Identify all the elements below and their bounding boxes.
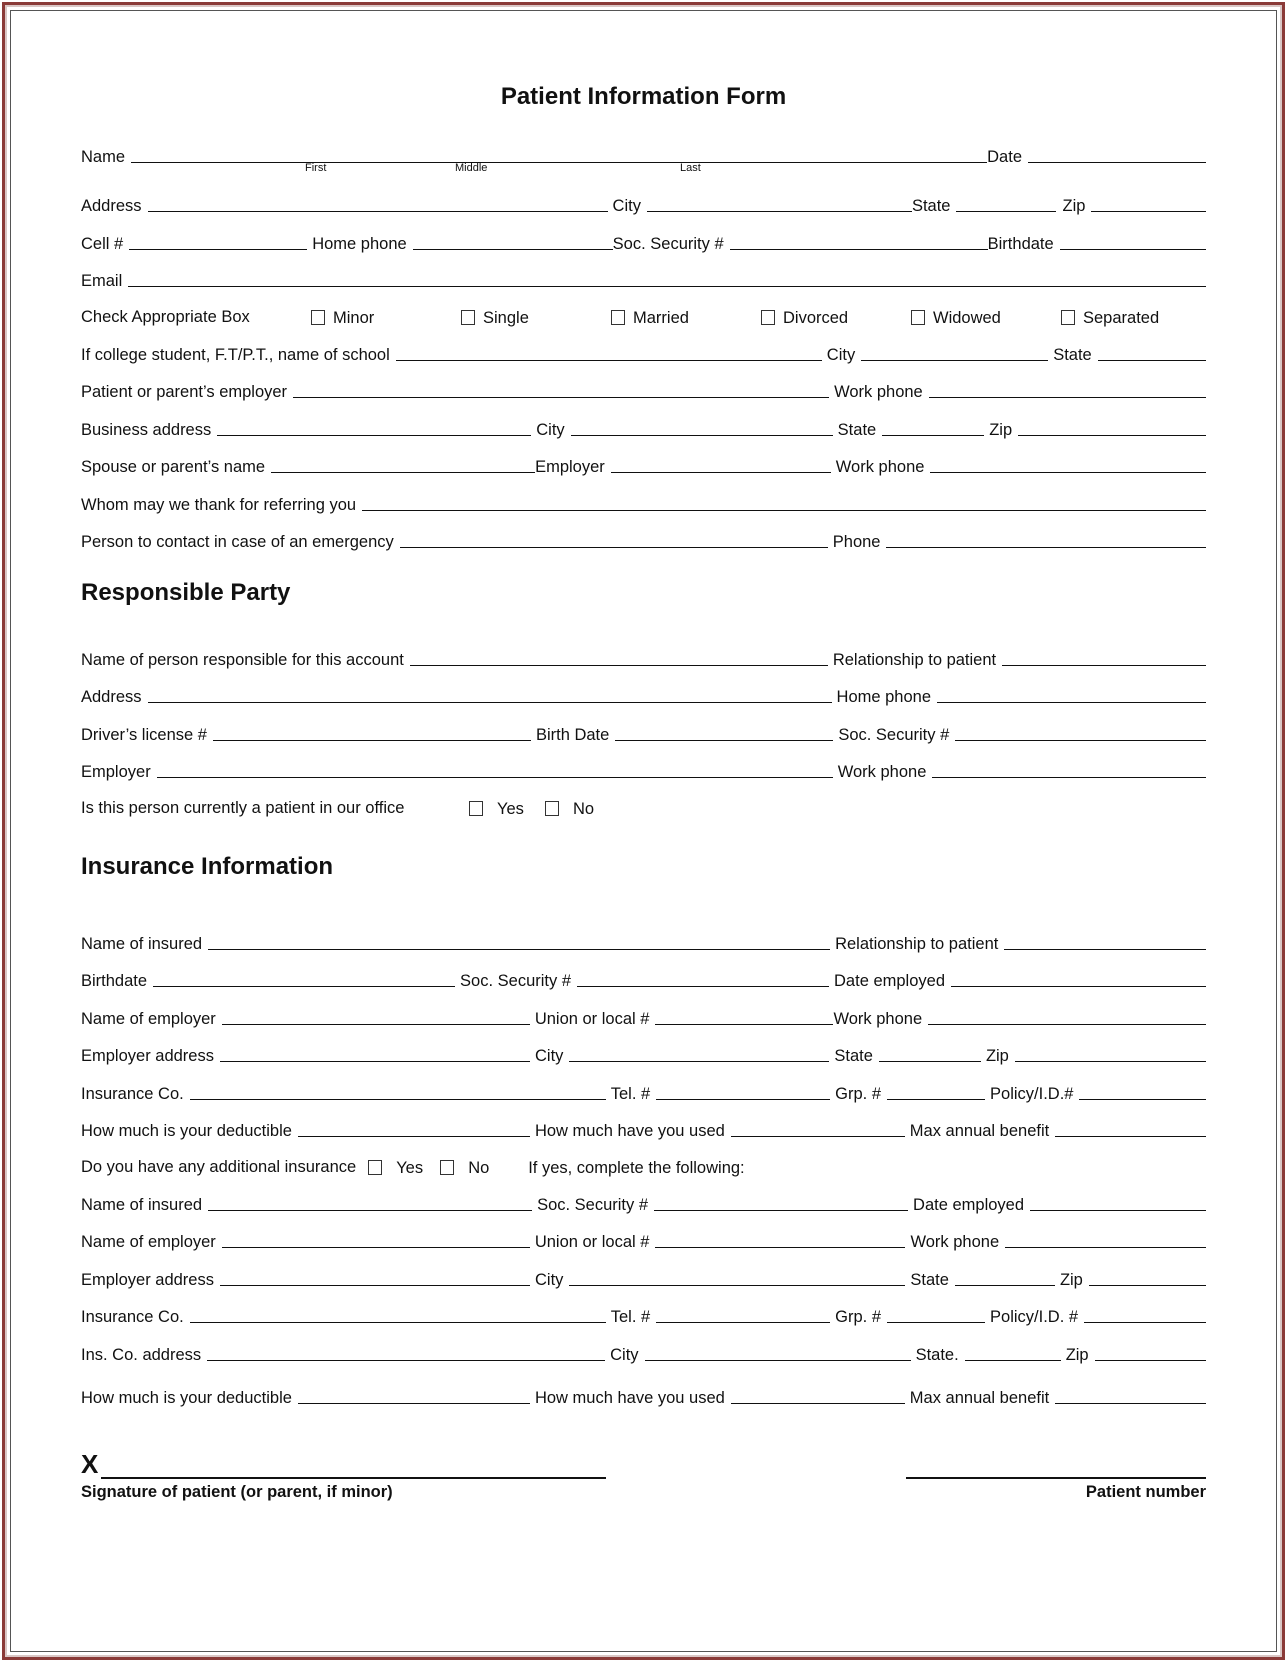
insured-relationship-field[interactable] xyxy=(1004,949,1206,950)
signature-area xyxy=(81,1449,1206,1519)
insured-work-phone-label: Work phone xyxy=(833,1009,923,1028)
checkbox-icon[interactable] xyxy=(611,310,625,325)
date-employed2-label: Date employed xyxy=(913,1195,1025,1214)
signature-label: Signature of patient (or parent, if minor) xyxy=(81,1483,393,1501)
insured-birthdate-row xyxy=(81,955,1206,993)
birth-date-field[interactable] xyxy=(615,740,833,741)
name-row xyxy=(81,130,1206,168)
birthdate-field[interactable] xyxy=(1060,249,1206,250)
address-row xyxy=(81,180,1206,218)
additional-label: Do you have any additional insurance xyxy=(81,1158,357,1176)
email-row xyxy=(81,255,1206,293)
college-label: If college student, F.T/P.T., name of school xyxy=(81,345,390,364)
checkbox-icon[interactable] xyxy=(1061,310,1075,325)
state2-field[interactable] xyxy=(955,1285,1055,1286)
work-phone2-field[interactable] xyxy=(1005,1247,1206,1248)
patient-number-line[interactable] xyxy=(906,1477,1206,1479)
college-row xyxy=(81,328,1206,366)
checkbox-icon[interactable] xyxy=(440,1160,454,1175)
insured-employer-row xyxy=(81,992,1206,1030)
biz-state-label: State xyxy=(837,420,877,439)
ins-address-row xyxy=(81,1328,1206,1366)
ins-co2-label: Insurance Co. xyxy=(81,1308,184,1326)
option-separated[interactable] xyxy=(1061,309,1159,328)
insured-birthdate-label: Birthdate xyxy=(81,972,148,990)
insured-employer-field[interactable] xyxy=(222,1024,530,1025)
employer-address2-row xyxy=(81,1253,1206,1291)
option-single[interactable] xyxy=(461,309,611,328)
responsible-address-row xyxy=(81,671,1206,709)
deductible-field[interactable] xyxy=(298,1136,530,1137)
insurance-co2-row xyxy=(81,1291,1206,1329)
zip3-field[interactable] xyxy=(1095,1360,1206,1361)
max-label: Max annual benefit xyxy=(909,1122,1050,1140)
work-phone2-label: Work phone xyxy=(910,1233,1000,1251)
option-divorced-label: Divorced xyxy=(783,309,849,327)
policy2-label: Policy/I.D. # xyxy=(990,1308,1079,1326)
additional-no[interactable] xyxy=(440,1159,528,1178)
biz-zip-label: Zip xyxy=(989,420,1013,439)
checkbox-icon[interactable] xyxy=(461,310,475,325)
insured2-field[interactable] xyxy=(208,1210,532,1211)
tel2-label: Tel. # xyxy=(610,1308,651,1326)
tel-field[interactable] xyxy=(656,1099,830,1100)
ins-co-label: Insurance Co. xyxy=(81,1084,184,1103)
license-label: Driver’s license # xyxy=(81,725,207,744)
additional-yes-label: Yes xyxy=(396,1159,424,1177)
option-widowed[interactable] xyxy=(911,309,1061,328)
insurance-heading: Insurance Information xyxy=(81,853,334,880)
check-label: Check Appropriate Box xyxy=(81,308,250,326)
insured-work-phone-field[interactable] xyxy=(928,1024,1206,1025)
max2-label: Max annual benefit xyxy=(909,1389,1050,1407)
tel-label: Tel. # xyxy=(610,1084,651,1103)
city3-label: City xyxy=(610,1345,639,1364)
biz-state-field[interactable] xyxy=(882,435,984,436)
policy-label: Policy/I.D.# xyxy=(990,1084,1074,1103)
biz-address-label: Business address xyxy=(81,420,212,439)
ins-zip-label: Zip xyxy=(985,1047,1009,1065)
policy2-field[interactable] xyxy=(1084,1322,1206,1323)
signature-x-mark: X xyxy=(81,1449,99,1479)
college-state-label: State xyxy=(1053,345,1092,364)
checkbox-icon[interactable] xyxy=(368,1160,382,1175)
option-divorced[interactable] xyxy=(761,309,911,328)
city-label: City xyxy=(612,197,641,215)
max2-field[interactable] xyxy=(1055,1403,1206,1404)
responsible-work-phone-label: Work phone xyxy=(837,763,927,781)
used2-label: How much have you used xyxy=(534,1389,725,1407)
responsible-employer-row xyxy=(81,746,1206,784)
city3-field[interactable] xyxy=(645,1360,911,1361)
name-sub-middle: Middle xyxy=(455,161,488,174)
union-label: Union or local # xyxy=(534,1009,650,1028)
employer-address-label: Employer address xyxy=(81,1047,214,1065)
emergency-row xyxy=(81,516,1206,554)
date-label: Date xyxy=(987,147,1022,166)
union2-label: Union or local # xyxy=(534,1233,650,1251)
ssn-field[interactable] xyxy=(730,249,988,250)
insured-birthdate-field[interactable] xyxy=(153,986,455,987)
date-field[interactable] xyxy=(1028,162,1206,163)
responsible-license-row xyxy=(81,708,1206,746)
responsible-employer-field[interactable] xyxy=(157,777,833,778)
insured2-label: Name of insured xyxy=(81,1195,203,1214)
responsible-relationship-field[interactable] xyxy=(1002,665,1206,666)
zip-field[interactable] xyxy=(1091,211,1206,212)
employer-row xyxy=(81,366,1206,404)
employer2-label: Name of employer xyxy=(81,1233,216,1251)
responsible-address-label: Address xyxy=(81,688,142,706)
current-patient-yes[interactable] xyxy=(469,800,545,819)
checkbox-icon[interactable] xyxy=(911,310,925,325)
spouse-employer-label: Employer xyxy=(535,458,605,476)
biz-address-field[interactable] xyxy=(217,435,531,436)
state2-label: State xyxy=(910,1270,949,1289)
signature-line[interactable] xyxy=(101,1477,606,1479)
emergency-phone-field[interactable] xyxy=(886,547,1206,548)
responsible-home-phone-field[interactable] xyxy=(937,702,1206,703)
name-sublabels xyxy=(81,161,1206,180)
state-field[interactable] xyxy=(956,211,1056,212)
email-field[interactable] xyxy=(128,286,1206,287)
option-widowed-label: Widowed xyxy=(933,309,1001,327)
deductible2-label: How much is your deductible xyxy=(81,1389,292,1407)
employer-label: Patient or parent’s employer xyxy=(81,383,288,401)
emergency-phone-label: Phone xyxy=(832,533,881,551)
used-field[interactable] xyxy=(731,1136,905,1137)
biz-city-field[interactable] xyxy=(571,435,833,436)
insured-row xyxy=(81,917,1206,955)
policy-field[interactable] xyxy=(1079,1099,1206,1100)
biz-city-label: City xyxy=(536,420,565,439)
additional-insurance-row xyxy=(81,1142,1206,1178)
state-label: State xyxy=(911,197,951,215)
referral-field[interactable] xyxy=(362,510,1206,511)
home-phone-label: Home phone xyxy=(312,234,407,253)
responsible-name-label: Name of person responsible for this account xyxy=(81,650,404,669)
employer-address2-label: Employer address xyxy=(81,1270,214,1289)
zip3-label: Zip xyxy=(1065,1345,1089,1364)
ssn-label: Soc. Security # xyxy=(612,234,724,253)
city2-label: City xyxy=(534,1270,564,1289)
college-city-field[interactable] xyxy=(861,360,1048,361)
option-minor-label: Minor xyxy=(333,309,375,327)
insured-ssn-label: Soc. Security # xyxy=(460,972,572,990)
option-married[interactable] xyxy=(611,309,761,328)
responsible-employer-label: Employer xyxy=(81,763,151,781)
email-label: Email xyxy=(81,272,123,290)
deductible-label: How much is your deductible xyxy=(81,1122,292,1140)
grp-field[interactable] xyxy=(887,1099,985,1100)
name-field[interactable] xyxy=(131,162,987,163)
cell-field[interactable] xyxy=(129,249,307,250)
additional-no-label: No xyxy=(468,1159,490,1177)
grp2-label: Grp. # xyxy=(835,1308,882,1326)
responsible-ssn-label: Soc. Security # xyxy=(838,725,950,744)
deductible2-field[interactable] xyxy=(298,1403,530,1404)
state3-field[interactable] xyxy=(965,1360,1061,1361)
responsible-home-phone-label: Home phone xyxy=(836,688,932,706)
responsible-name-field[interactable] xyxy=(410,665,828,666)
birth-date-label: Birth Date xyxy=(535,725,610,744)
ins-address-label: Ins. Co. address xyxy=(81,1345,202,1364)
business-address-row xyxy=(81,403,1206,441)
insured-relationship-label: Relationship to patient xyxy=(835,934,999,953)
current-patient-label: Is this person currently a patient in our office xyxy=(81,799,405,817)
ins-city-label: City xyxy=(534,1047,564,1065)
checkbox-icon[interactable] xyxy=(761,310,775,325)
employer2-row xyxy=(81,1216,1206,1254)
spouse-row xyxy=(81,441,1206,479)
emergency-field[interactable] xyxy=(400,547,828,548)
employer-field[interactable] xyxy=(293,397,829,398)
home-phone-field[interactable] xyxy=(413,249,613,250)
zip2-label: Zip xyxy=(1059,1270,1083,1289)
ins-city-field[interactable] xyxy=(569,1061,829,1062)
grp2-field[interactable] xyxy=(887,1322,985,1323)
spouse-label: Spouse or parent’s name xyxy=(81,458,266,476)
option-separated-label: Separated xyxy=(1083,309,1160,327)
current-patient-yes-label: Yes xyxy=(497,800,524,818)
max-field[interactable] xyxy=(1055,1136,1206,1137)
name-label: Name xyxy=(81,147,126,166)
college-state-field[interactable] xyxy=(1098,360,1206,361)
address-label: Address xyxy=(81,197,142,215)
work-phone-field[interactable] xyxy=(929,397,1206,398)
ins-zip-field[interactable] xyxy=(1015,1061,1206,1062)
deductible-row xyxy=(81,1105,1206,1143)
address-field[interactable] xyxy=(148,211,608,212)
insured2-row xyxy=(81,1178,1206,1216)
union-field[interactable] xyxy=(655,1024,833,1025)
insurance-co-row xyxy=(81,1067,1206,1105)
state3-label: State. xyxy=(915,1345,959,1364)
responsible-party-heading: Responsible Party xyxy=(81,579,291,606)
spouse-work-phone-field[interactable] xyxy=(930,472,1206,473)
city2-field[interactable] xyxy=(569,1285,905,1286)
ins-state-label: State xyxy=(834,1047,873,1065)
date-employed-label: Date employed xyxy=(834,972,945,990)
employer2-field[interactable] xyxy=(222,1247,530,1248)
insured-field[interactable] xyxy=(208,949,830,950)
cell-label: Cell # xyxy=(81,234,124,253)
name-sub-last: Last xyxy=(680,161,701,174)
responsible-name-row xyxy=(81,633,1206,671)
current-patient-no[interactable] xyxy=(545,800,594,819)
zip-label: Zip xyxy=(1062,197,1086,215)
insured-ssn-field[interactable] xyxy=(577,986,829,987)
license-field[interactable] xyxy=(213,740,531,741)
form-title: Patient Information Form xyxy=(500,83,787,110)
referral-label: Whom may we thank for referring you xyxy=(81,495,357,514)
used2-field[interactable] xyxy=(731,1403,905,1404)
current-patient-row xyxy=(81,783,1206,819)
deductible2-row xyxy=(81,1372,1206,1410)
tel2-field[interactable] xyxy=(656,1322,830,1323)
ins-co-field[interactable] xyxy=(190,1099,606,1100)
responsible-ssn-field[interactable] xyxy=(955,740,1206,741)
date-employed2-field[interactable] xyxy=(1030,1210,1206,1211)
marital-status-row xyxy=(81,292,1206,328)
responsible-work-phone-field[interactable] xyxy=(932,777,1206,778)
referral-row xyxy=(81,478,1206,516)
insured-employer-address-row xyxy=(81,1030,1206,1068)
phone-row xyxy=(81,217,1206,255)
spouse-work-phone-label: Work phone xyxy=(835,458,925,476)
additional-yes[interactable] xyxy=(368,1159,440,1178)
ssn2-label: Soc. Security # xyxy=(537,1195,649,1214)
ins-address-field[interactable] xyxy=(207,1360,605,1361)
checkbox-icon[interactable] xyxy=(545,801,559,816)
union2-field[interactable] xyxy=(655,1247,905,1248)
option-single-label: Single xyxy=(483,309,529,327)
patient-number-label: Patient number xyxy=(1085,1483,1206,1501)
current-patient-no-label: No xyxy=(573,800,595,818)
emergency-label: Person to contact in case of an emergency xyxy=(81,533,394,551)
biz-zip-field[interactable] xyxy=(1018,435,1206,436)
option-minor[interactable] xyxy=(311,309,461,328)
birthdate-label: Birthdate xyxy=(987,234,1054,253)
option-married-label: Married xyxy=(633,309,689,327)
name-sub-first: First xyxy=(305,161,327,174)
insured-label: Name of insured xyxy=(81,934,203,953)
city-field[interactable] xyxy=(647,211,912,212)
employer-address2-field[interactable] xyxy=(220,1285,530,1286)
ins-co2-field[interactable] xyxy=(190,1322,606,1323)
responsible-relationship-label: Relationship to patient xyxy=(832,650,997,669)
spouse-employer-field[interactable] xyxy=(611,472,831,473)
used-label: How much have you used xyxy=(534,1122,725,1140)
patient-information-form xyxy=(81,70,1206,1519)
college-field[interactable] xyxy=(396,360,822,361)
checkbox-icon[interactable] xyxy=(469,801,483,816)
checkbox-icon[interactable] xyxy=(311,310,325,325)
work-phone-label: Work phone xyxy=(834,383,923,401)
responsible-address-field[interactable] xyxy=(148,702,832,703)
date-employed-field[interactable] xyxy=(951,986,1206,987)
grp-label: Grp. # xyxy=(835,1084,882,1103)
employer-address-field[interactable] xyxy=(220,1061,530,1062)
college-city-label: City xyxy=(826,345,856,364)
insured-employer-label: Name of employer xyxy=(81,1009,216,1028)
ssn2-field[interactable] xyxy=(654,1210,908,1211)
zip2-field[interactable] xyxy=(1089,1285,1206,1286)
ins-state-field[interactable] xyxy=(879,1061,981,1062)
if-yes-label: If yes, complete the following: xyxy=(528,1159,745,1177)
spouse-field[interactable] xyxy=(271,472,535,473)
